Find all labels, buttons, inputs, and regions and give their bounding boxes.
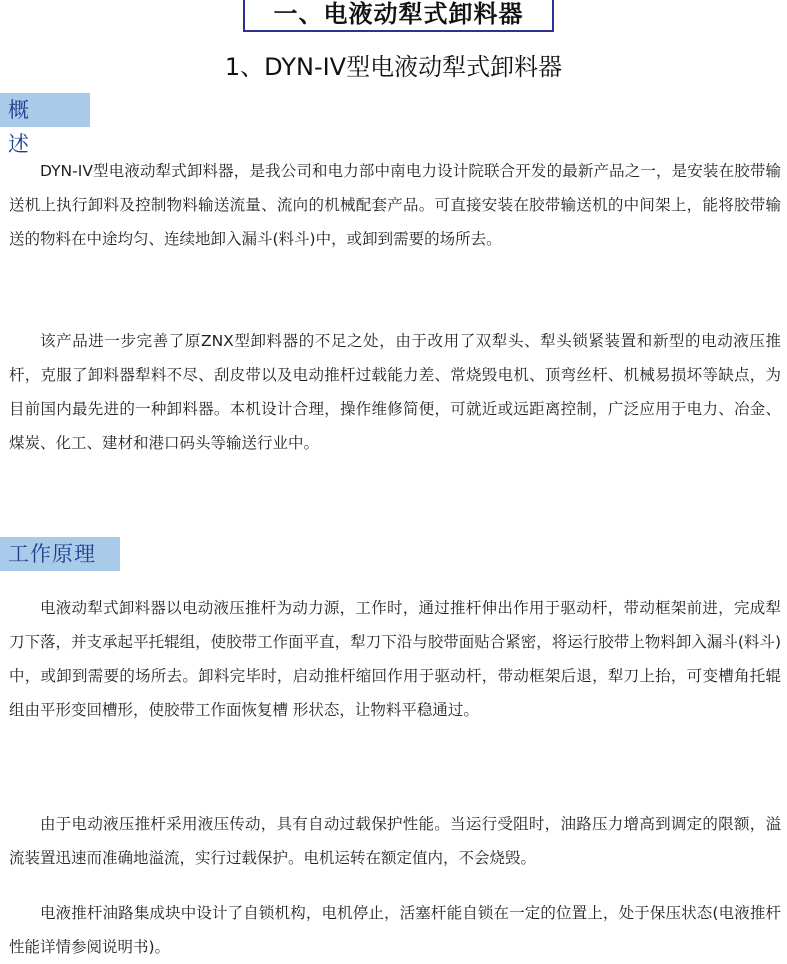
overview-paragraph-1: DYN-IV型电液动犁式卸料器，是我公司和电力部中南电力设计院联合开发的最新产品之一，是安装在胶带输送机上执行卸料及控制物料输送流量、流向的机械配套产品。可直接安装在胶带输送机的中间架上，能将胶带输送的物料在中途均匀、连续地卸入漏斗(料斗)中，或卸到需要的场所去。 [9,162,781,248]
section-heading-overview: 概 述 [0,93,90,127]
principle-paragraph-3: 电液推杆油路集成块中设计了自锁机构，电机停止，活塞杆能自锁在一定的位置上，处于保压状态(电液推杆性能详情参阅说明书)。 [9,904,781,956]
overview-paragraph-2: 该产品进一步完善了原ZNX型卸料器的不足之处，由于改用了双犁头、犁头锁紧装置和新型的电动液压推杆，克服了卸料器犁料不尽、刮皮带以及电动推杆过载能力差、常烧毁电机、顶弯丝杆、机械易损坏等缺点，为目前国内最先进的一种卸料器。本机设计合理，操作维修简便，可就近或远距离控制，广泛应用于电力、冶金、煤炭、化工、建材和港口码头等输送行业中。 [9,332,781,452]
principle-paragraph-1: 电液动犁式卸料器以电动液压推杆为动力源，工作时，通过推杆伸出作用于驱动杆，带动框架前进，完成犁刀下落，并支承起平托辊组，使胶带工作面平直，犁刀下沿与胶带面贴合紧密，将运行胶带上物料卸入漏斗(料斗)中，或卸到需要的场所去。卸料完毕时，启动推杆缩回作用于驱动杆，带动框架后退，犁刀上抬，可变槽角托辊组由平形变回槽形，使胶带工作面恢复槽 形状态，让物料平稳通过。 [9,599,781,719]
principle-paragraph-2: 由于电动液压推杆采用液压传动，具有自动过载保护性能。当运行受阻时，油路压力增高到调定的限额，溢流装置迅速而准确地溢流，实行过载保护。电机运转在额定值内，不会烧毁。 [9,815,781,867]
section-heading-working-principle: 工作原理 [0,537,120,571]
product-title: 1、DYN-IV型电液动犁式卸料器 [224,53,563,81]
chapter-title: 一、电液动犁式卸料器 [243,0,554,32]
